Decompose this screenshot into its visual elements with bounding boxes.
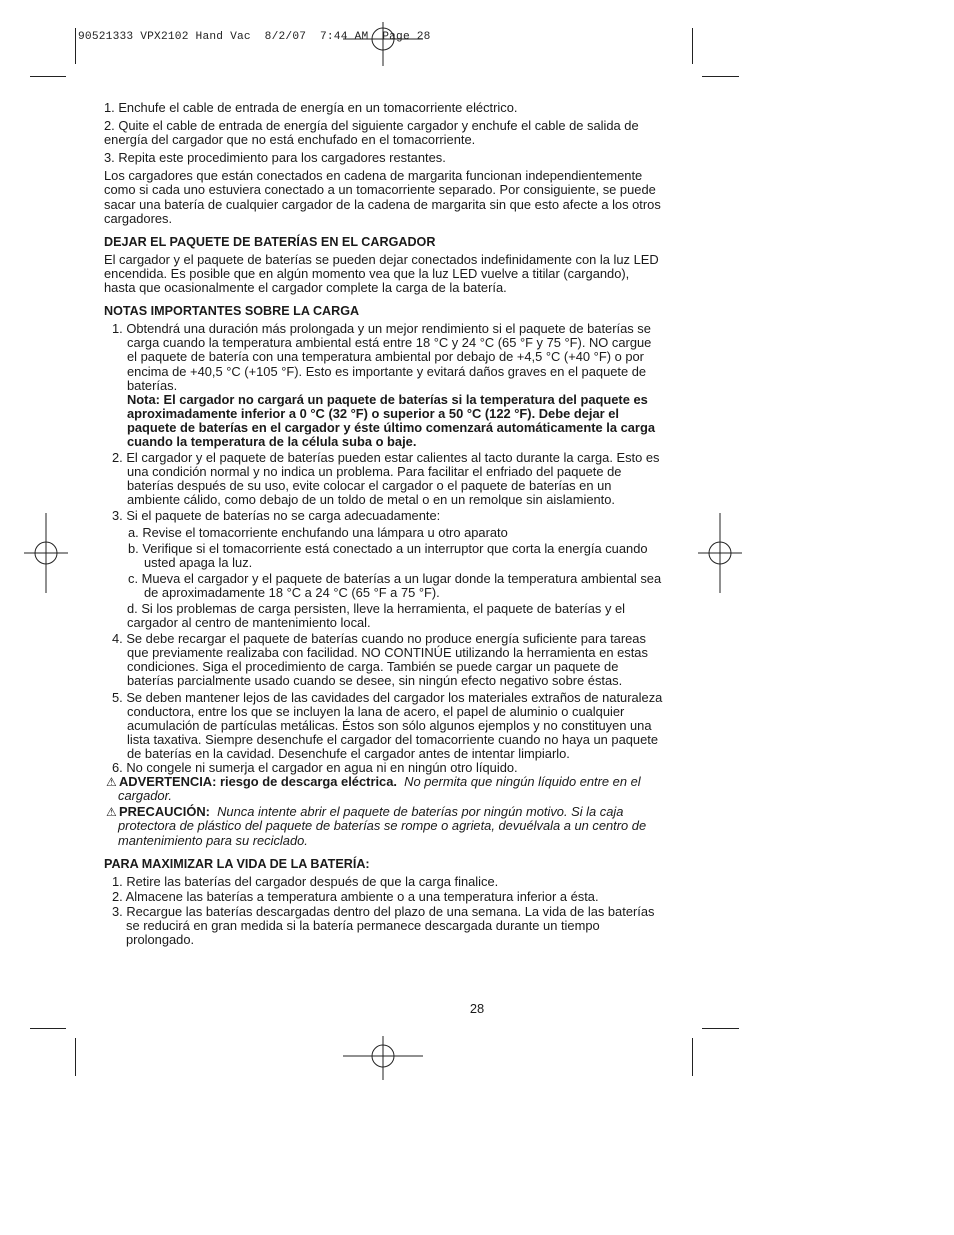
registration-crosshair-icon-right: [698, 513, 742, 593]
page-content: [104, 101, 664, 948]
section-heading-maximize: PARA MAXIMIZAR LA VIDA DE LA BATERÍA:: [104, 856, 370, 871]
crop-mark-top-left-v: [75, 28, 76, 64]
printer-slug: 90521333 VPX2102 Hand Vac 8/2/07 7:44 AM Page 28: [78, 31, 431, 43]
warning-label: ADVERTENCIA: riesgo de descarga eléctrica.: [119, 774, 397, 790]
notes-item-4: 4. Se debe recargar el paquete de baterías cuando no produce energía suficiente para tareas que previamente realizaba con facilidad. NO CONTINÚE utilizando la herramienta en estas condiciones. Siga el procedimiento de carga. También se puede cargar un paquete de baterías parcialmente usado cuando se desee, sin ningún efecto negativo sobre éstas.: [112, 631, 648, 689]
notes-item-3-sub-d: d. Si los problemas de carga persisten, lleve la herramienta, el paquete de baterías y el cargador al centro de mantenimiento local.: [127, 601, 626, 631]
crop-mark-bottom-right-v: [692, 1038, 693, 1076]
intro-paragraph: Los cargadores que están conectados en cadena de margarita funcionan independientemente como si cada uno estuviera conectado a un tomacorriente separado. Por consiguiente, se puede sacar una batería de cualquier cargador de la cadena de margarita sin que esto afecte a los otros cargadores.: [104, 168, 661, 226]
maximize-item-3: 3. Recargue las baterías descargadas dentro del plazo de una semana. La vida de las baterías se reducirá en gran medida si la batería permanece descargada durante un tiempo prolongado.: [112, 903, 655, 948]
caution-text: Nunca intente abrir el paquete de baterías por ningún motivo. Si la caja protectora de plástico del paquete de baterías se rompe o agrieta, devuélvala a un centro de mantenimiento para su reciclado.: [118, 804, 647, 848]
crop-mark-top-right-v: [692, 28, 693, 64]
maximize-item-1: 1. Retire las baterías del cargador después de que la carga finalice.: [112, 873, 499, 889]
crop-mark-bottom-left-v: [75, 1038, 76, 1076]
warning-triangle-icon: ⚠: [106, 805, 117, 820]
crop-mark-top-left-h: [30, 76, 66, 77]
registration-crosshair-icon-bottom: [343, 1036, 423, 1080]
notes-item-3-sub-c: c. Mueva el cargador y el paquete de baterías a un lugar donde la temperatura ambiental sea de aproximadamente 18 °C a 24 °C (65 °F a 75 °F).: [128, 570, 662, 600]
notes-item-1: 1. Obtendrá una duración más prolongada y un mejor rendimiento si el paquete de baterías se carga cuando la temperatura ambiental está entre 18 °C y 24 °C (65 °F y 75 °F). NO cargue el paquete de batería con una temperatura ambiental por debajo de +4,5 °C (+40 °F) o por encima de +40,5 °C (+105 °F). Esto es importante y evitará daños graves en el paquete de baterías.: [112, 321, 652, 393]
registration-crosshair-icon-top: [343, 22, 423, 66]
notes-item-3-sub-b: b. Verifique si el tomacorriente está conectado a un interruptor que corta la energía cuando usted apaga la luz.: [128, 540, 648, 570]
intro-step-1: 1. Enchufe el cable de entrada de energía en un tomacorriente eléctrico.: [104, 100, 518, 115]
crop-mark-bottom-left-h: [30, 1028, 66, 1029]
caution-note: [104, 805, 664, 847]
warning-note: [104, 775, 664, 803]
notes-item-5: 5. Se deben mantener lejos de las cavidades del cargador los materiales extraños de naturaleza conductora, entre los que se incluyen la lana de acero, el papel de aluminio o cualquier acumulación de partículas metálicas. Éstos son sólo algunos ejemplos y no constituyen una lista taxativa. Siempre desenchufe el cargador del tomacorriente cuando no haya un paquete de baterías en la cavidad. Desenchufe el cargador antes de intentar limpiarlo.: [112, 689, 663, 761]
intro-step-3: 3. Repita este procedimiento para los cargadores restantes.: [104, 150, 446, 166]
notes-item-1-note: Nota: El cargador no cargará un paquete de baterías si la temperatura del paquete es aproximadamente inferior a 0 °C (32 °F) o superior a 50 °C (122 °F). Debe dejar el paquete de baterías en el cargador y éste último comenzará automáticamente la carga cuando la temperatura de la célula suba o baje.: [127, 391, 655, 449]
section-leave-text: El cargador y el paquete de baterías se pueden dejar conectados indefinidamente con la luz LED encendida. Es posible que en algún momento vea que la luz LED vuelve a titilar (cargando), hasta que ocasionalmente el cargador complete la carga de la batería.: [104, 251, 659, 296]
section-heading-leave: DEJAR EL PAQUETE DE BATERÍAS EN EL CARGADOR: [104, 234, 436, 249]
notes-item-3: 3. Si el paquete de baterías no se carga adecuadamente:: [112, 508, 441, 524]
crop-mark-bottom-right-h: [702, 1028, 739, 1029]
notes-item-2: 2. El cargador y el paquete de baterías pueden estar calientes al tacto durante la carga. Esto es una condición normal y no indica un problema. Para facilitar el enfriado del paquete de baterías después de su uso, evite colocar el cargador o el paquete de baterías en un ambiente cálido, como debajo de un toldo de metal o en un remolque sin aislamiento.: [112, 450, 660, 508]
section-heading-notes: NOTAS IMPORTANTES SOBRE LA CARGA: [104, 304, 360, 319]
registration-crosshair-icon-left: [24, 513, 68, 593]
notes-item-6: 6. No congele ni sumerja el cargador en agua ni en ningún otro líquido.: [112, 760, 518, 776]
warning-triangle-icon: ⚠: [106, 775, 117, 790]
maximize-item-2: 2. Almacene las baterías a temperatura ambiente o a una temperatura inferior a ésta.: [112, 888, 599, 904]
crop-mark-top-right-h: [702, 76, 739, 77]
intro-step-2: 2. Quite el cable de entrada de energía del siguiente cargador y enchufe el cable de salida de energía del cargador que no está enchufado en el tomacorriente.: [104, 118, 639, 148]
notes-item-3-sub-a: a. Revise el tomacorriente enchufando una lámpara u otro aparato: [128, 524, 508, 540]
caution-label: PRECAUCIÓN:: [119, 804, 210, 820]
warning-text: No permita que ningún líquido entre en el cargador.: [118, 774, 641, 804]
page-number: 28: [469, 1001, 485, 1016]
